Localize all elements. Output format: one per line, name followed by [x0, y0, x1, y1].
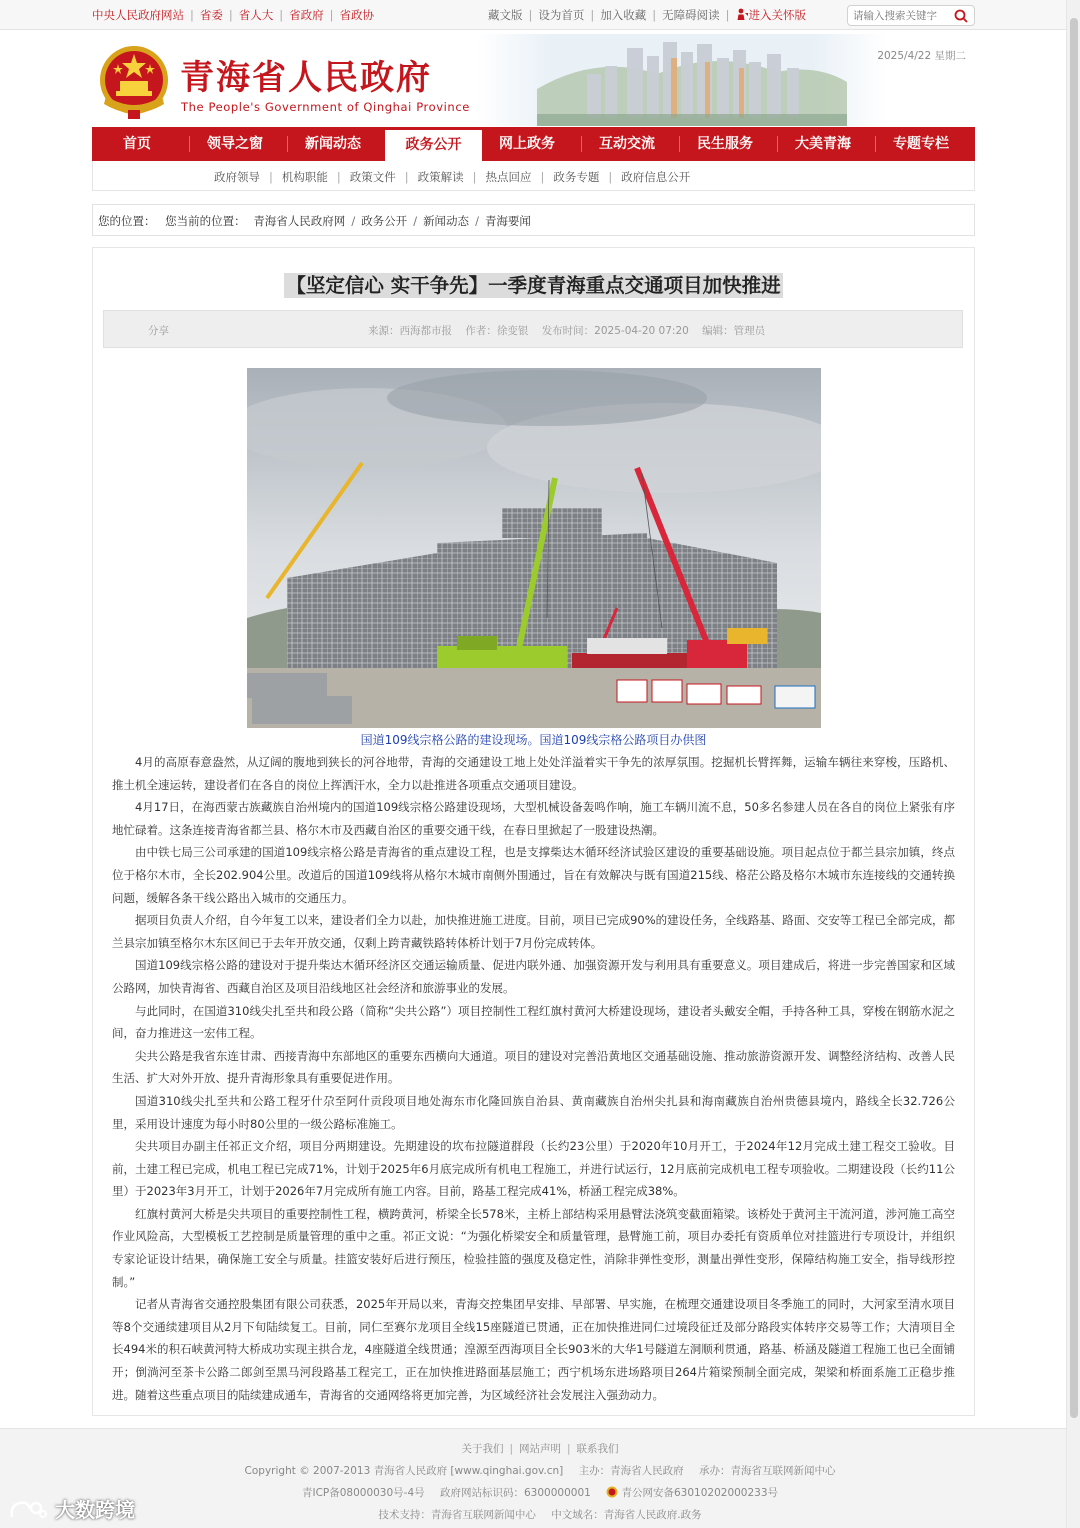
paragraph: 与此同时，在国道310线尖扎至共和段公路（简称“尖共公路”）项目控制性工程红旗村黄河大桥建设现场，建设者头戴安全帽，手持各种工具，穿梭在钢筋水泥之间，奋力推进这一宏伟工程。 — [112, 1003, 955, 1041]
breadcrumb-label: 您的位置： — [98, 214, 156, 228]
paragraph: 国道310线尖扎至共和公路工程牙什尕至阿什贡段项目地处海东市化隆回族自治县、黄南藏族自治州尖扎县和海南藏族自治州贵德县境内，路线全长32.726公里，采用设计速度为每小时80公里的一级公路标准施工。 — [112, 1093, 955, 1131]
subnav-item-hot-responses[interactable]: 热点回应 — [485, 170, 532, 184]
article-title: 【坚定信心 实干争先】一季度青海重点交通项目加快推进 — [286, 274, 781, 297]
footer-link-contact[interactable]: 联系我们 — [576, 1443, 619, 1455]
footer-domain-name: 青海省人民政府.政务 — [603, 1509, 702, 1521]
page-scrollbar[interactable] — [1066, 0, 1080, 1528]
article-publish-time: 发布时间：2025-04-20 07:20 — [541, 325, 689, 337]
link-add-favorite[interactable]: 加入收藏 — [600, 8, 647, 22]
footer-icp[interactable]: 青ICP备08000030号-4号 — [301, 1487, 425, 1499]
breadcrumb: 您的位置： 您当前的位置： 青海省人民政府网 / 政务公开 / 新闻动态 / 青海要闻 — [92, 204, 975, 236]
footer-link-statement[interactable]: 网站声明 — [519, 1443, 561, 1455]
site-title: 青海省人民政府 — [180, 58, 432, 98]
link-tibetan-version[interactable]: 藏文版 — [488, 8, 523, 22]
breadcrumb-item-news[interactable]: 新闻动态 — [423, 214, 470, 228]
nav-item-home[interactable]: 首页 — [123, 136, 151, 152]
paragraph: 记者从青海省交通控股集团有限公司获悉，2025年开局以来，青海交控集团早安排、早部署、早实施，在梳理交通建设项目冬季施工的同时，大河家至清水项目等8个交通续建项目从2月下旬陆续复工。目前，同仁至赛尔龙项目全线15座隧道已贯通，正在加快推进同仁过境段征迁及部分路段实体转序交易等工作；大清项目全长494米的积石峡黄河特大桥成功实现主拱合龙，4座隧道全线贯通；湟源至西海项目全长903米的大华1号隧道左洞顺利贯通，路基、桥涵及隧道工程施工也已全面铺开；倒淌河至茶卡公路二郎剑至黑马河段路基工程完工，正在加快推进路面基层施工；西宁机场东进场路项目264片箱梁预制全面完成，架梁和桥面系施工正稳步推进。随着这些重点项目的陆续建成通车，青海省的交通网络将更加完善，为区域经济社会发展注入强劲动力。 — [112, 1297, 955, 1402]
current-date: 2025/4/22 星期二 — [877, 50, 966, 62]
link-provincial-gov[interactable]: 省政府 — [289, 8, 324, 22]
subnav-item-leaders[interactable]: 政府领导 — [214, 170, 260, 184]
nav-item-beautiful-qinghai[interactable]: 大美青海 — [795, 136, 851, 152]
footer-organizer-name: 青海省互联网新闻中心 — [730, 1465, 836, 1477]
footer-organizer-label: 承办： — [698, 1465, 731, 1477]
share-button[interactable]: 分享 — [148, 325, 169, 337]
breadcrumb-current-label: 您当前的位置： — [165, 214, 246, 228]
article-meta — [103, 310, 963, 348]
top-links-left: 中央人民政府网站 | 省委 | 省人大 | 省政府 | 省政协 — [92, 8, 374, 22]
nav-item-interaction[interactable]: 互动交流 — [599, 136, 655, 152]
search-box — [847, 5, 975, 26]
nav-item-government-affairs[interactable]: 政务公开 — [385, 127, 482, 161]
nav-item-livelihood[interactable]: 民生服务 — [697, 136, 753, 152]
article-container — [92, 247, 975, 1416]
article-author: 作者：徐变银 — [465, 325, 529, 337]
nav-item-online-services[interactable]: 网上政务 — [499, 136, 555, 152]
paragraph: 据项目负责人介绍，自今年复工以来，建设者们全力以赴，加快推进施工进度。目前，项目已完成90%的建设任务，全线路基、路面、交安等工程已全部完成，都兰县宗加镇至格尔木东区间已于去年开放交通，仅剩上跨青藏铁路转体桥计划于7月份完成转体。 — [112, 913, 955, 950]
top-bar — [0, 0, 1080, 30]
site-footer: 关于我们 | 网站声明 | 联系我们 Copyright © 2007-2013 青海省人民政府 [www.qinghai.gov.cn] 主办：青海省人民政府 承办：青海省互联网新闻中心 青ICP备08000030号-4号 政府网站标识码：6300000001 青公网安备63010202000233号 技术支持：青海省互联网新闻中心 中文域名：青海省人民政府.政务 — [0, 1428, 1080, 1528]
top-links-right: 藏文版 | 设为首页 | 加入收藏 | 无障碍阅读 | 进入关怀版 — [488, 8, 806, 22]
subnav-item-topics[interactable]: 政务专题 — [553, 170, 600, 184]
footer-sponsor-name: 青海省人民政府 — [610, 1465, 684, 1477]
subnav-item-policy-interpretation[interactable]: 政策解读 — [417, 170, 464, 184]
footer-tech-label: 技术支持： — [378, 1509, 431, 1521]
site-subtitle: The People's Government of Qinghai Province — [181, 100, 470, 114]
paragraph: 尖共公路是我省东连甘肃、西接青海中东部地区的重要东西横向大通道。项目的建设对完善沿黄地区交通基础设施、推动旅游资源开发、调整经济结构、改善人民生活、扩大对外开放、提升青海形象具有重要促进作用。 — [112, 1048, 955, 1086]
scroll-thumb[interactable] — [1070, 18, 1078, 1418]
article-body — [112, 751, 955, 1406]
footer-police-record[interactable]: 青公网安备63010202000233号 — [621, 1487, 779, 1499]
search-icon[interactable] — [954, 9, 968, 26]
nav-item-news[interactable]: 新闻动态 — [305, 136, 361, 152]
footer-copyright: Copyright © 2007-2013 青海省人民政府 [www.qinghai.gov.cn] — [244, 1465, 564, 1477]
construction-site-photo — [247, 368, 821, 728]
nav-item-leaders[interactable]: 领导之窗 — [207, 136, 263, 152]
link-care-mode[interactable]: 进入关怀版 — [748, 8, 806, 22]
link-accessibility[interactable]: 无障碍阅读 — [662, 8, 720, 22]
footer-domain-label: 中文域名： — [551, 1509, 604, 1521]
paragraph: 4月的高原春意盎然，从辽阔的腹地到狭长的河谷地带，青海的交通建设工地上处处洋溢着实干争先的浓厚氛围。挖掘机长臂挥舞，运输车辆往来穿梭，压路机、推土机全速运转，建设者们在各自的岗位上挥洒汗水，全力以赴推进各项重点交通项目建设。 — [112, 755, 955, 792]
subnav-item-policy-docs[interactable]: 政策文件 — [349, 170, 396, 184]
footer-link-about[interactable]: 关于我们 — [461, 1443, 504, 1455]
watermark-logo: 大数跨境 — [8, 1494, 135, 1523]
national-emblem-icon — [98, 44, 170, 123]
paragraph: 由中铁七局三公司承建的国道109线宗格公路是青海省的重点建设工程，也是支撑柴达木循环经济试验区建设的重要基础设施。项目起点位于都兰县宗加镇，终点位于格尔木市，全长202.904公里。改道后的国道109线将从格尔木城市南侧外围通过，旨在有效解决与既有国道215线、格茫公路及格尔木城市东连接线的交通转换问题，缓解各条干线公路出入城市的交通压力。 — [112, 845, 955, 905]
breadcrumb-item-gov-affairs[interactable]: 政务公开 — [361, 214, 408, 228]
link-central-gov[interactable]: 中央人民政府网站 — [92, 8, 184, 22]
photo-caption: 国道109线宗格公路的建设现场。国道109线宗格公路项目办供图 — [360, 733, 707, 747]
site-header — [92, 34, 975, 126]
link-provincial-cppcc[interactable]: 省政协 — [339, 8, 374, 22]
main-nav — [92, 127, 975, 161]
nav-item-special-topics[interactable]: 专题专栏 — [893, 136, 949, 152]
search-input[interactable] — [853, 6, 953, 25]
police-badge-icon — [606, 1486, 618, 1501]
breadcrumb-item-qinghai-news[interactable]: 青海要闻 — [484, 214, 531, 228]
link-provincial-congress[interactable]: 省人大 — [238, 8, 274, 22]
article-editor: 编辑：管理员 — [702, 325, 766, 337]
paragraph: 4月17日，在海西蒙古族藏族自治州境内的国道109线宗格公路建设现场，大型机械设备轰鸣作响，施工车辆川流不息，50多名参建人员在各自的岗位上紧张有序地忙碌着。这条连接青海省都兰县、格尔木市及西藏自治区的重要交通干线，在春日里掀起了一股建设热潮。 — [112, 800, 955, 837]
paragraph: 国道109线宗格公路的建设对于提升柴达木循环经济区交通运输质量、促进内联外通、加强资源开发与利用具有重要意义。项目建成后，将进一步完善国家和区域公路网，加快青海省、西藏自治区及项目沿线地区社会经济和旅游事业的发展。 — [112, 958, 955, 995]
link-provincial-committee[interactable]: 省委 — [199, 8, 223, 22]
article-source: 来源：西海都市报 — [368, 325, 452, 337]
subnav-item-functions[interactable]: 机构职能 — [281, 170, 328, 184]
paragraph: 红旗村黄河大桥是尖共项目的重要控制性工程，横跨黄河，桥梁全长578米，主桥上部结构采用悬臂法浇筑变截面箱梁。该桥处于黄河主干流河道，涉河施工高空作业风险高，大型模板工艺控制是质量管理的重中之重。祁正文说：“为强化桥梁安全和质量管理，悬臂施工前，项目办委托有资质单位对挂篮进行专项设计，并组织专家论证设计结果，确保施工安全与质量。挂篮安装好后进行预压，检验挂篮的强度及稳定性，消除非弹性变形，测量出弹性变形，保障结构施工安全，指导线形控制。” — [112, 1206, 955, 1289]
footer-site-code: 政府网站标识码：6300000001 — [440, 1487, 591, 1499]
footer-tech-name: 青海省互联网新闻中心 — [430, 1509, 536, 1521]
breadcrumb-item-home[interactable]: 青海省人民政府网 — [253, 214, 346, 228]
link-set-homepage[interactable]: 设为首页 — [538, 8, 585, 22]
subnav-item-info-disclosure[interactable]: 政府信息公开 — [621, 170, 691, 184]
care-mode-icon — [736, 8, 749, 24]
city-skyline-image — [477, 34, 887, 126]
paragraph: 尖共项目办副主任祁正文介绍，项目分两期建设。先期建设的坎布拉隧道群段（长约23公里）于2020年10月开工，于2024年12月完成土建工程交工验收。目前，土建工程已完成，机电工程已完成71%，计划于2025年6月底完成所有机电工程施工，并进行试运行，12月底前完成机电工程专项验收。二期建设段（长约11公里）于2023年3月开工，计划于2026年7月完成所有施工内容。目前，路基工程完成41%，桥涵工程完成38%。 — [112, 1139, 955, 1199]
sub-nav: 政府领导 | 机构职能 | 政策文件 | 政策解读 | 热点回应 | 政务专题 | 政府信息公开 — [92, 161, 975, 191]
footer-sponsor-label: 主办： — [578, 1465, 611, 1477]
